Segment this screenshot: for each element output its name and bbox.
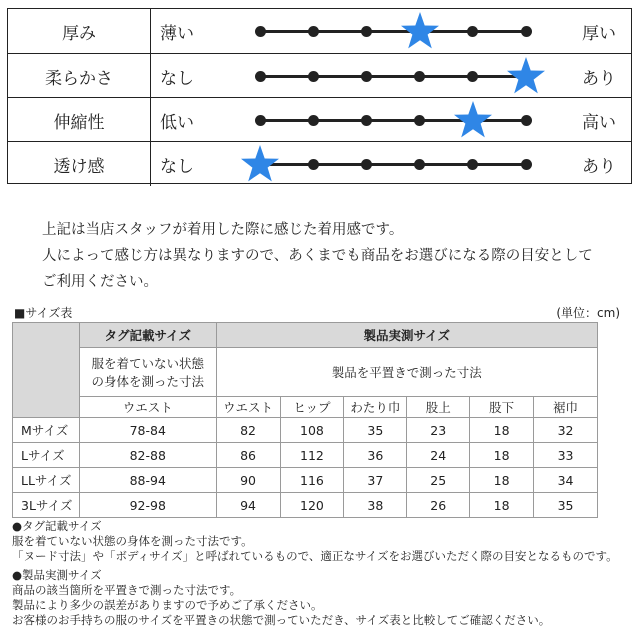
actual-size-header: 製品実測サイズ bbox=[216, 323, 597, 348]
feel-table bbox=[7, 8, 632, 184]
feel-row bbox=[8, 97, 631, 142]
table-row bbox=[13, 468, 598, 493]
scale-dot bbox=[308, 159, 319, 170]
table-cell: 88-94 bbox=[79, 468, 216, 493]
tag-desc-line-1: 服を着ていない状態 bbox=[91, 356, 204, 371]
column-header: わたり巾 bbox=[344, 397, 407, 418]
table-cell: 38 bbox=[344, 493, 407, 518]
scale-dot bbox=[361, 71, 372, 82]
feel-high-label: 厚い bbox=[582, 23, 616, 44]
size-label: 3Lサイズ bbox=[13, 493, 80, 518]
table-cell: 82 bbox=[216, 418, 280, 443]
table-cell: 116 bbox=[280, 468, 344, 493]
feel-row bbox=[8, 9, 631, 53]
star-icon bbox=[240, 144, 280, 184]
table-cell: 37 bbox=[344, 468, 407, 493]
table-cell: 25 bbox=[407, 468, 470, 493]
table-cell: 26 bbox=[407, 493, 470, 518]
feel-high-label: 高い bbox=[582, 112, 616, 133]
table-cell: 108 bbox=[280, 418, 344, 443]
size-label: Lサイズ bbox=[13, 443, 80, 468]
feel-scale bbox=[248, 9, 538, 53]
scale-dot bbox=[255, 26, 266, 37]
tag-size-header: タグ記載サイズ bbox=[79, 323, 216, 348]
table-cell: 24 bbox=[407, 443, 470, 468]
footnote-heading: ●製品実測サイズ bbox=[12, 568, 102, 582]
table-cell: 94 bbox=[216, 493, 280, 518]
table-row bbox=[13, 493, 598, 518]
feel-scale bbox=[248, 142, 538, 186]
scale-dot bbox=[255, 71, 266, 82]
footnote-line: 製品により多少の誤差がありますので予めご了承ください。 bbox=[12, 598, 323, 612]
feel-label: 柔らかさ bbox=[8, 54, 151, 98]
feel-low-label: 低い bbox=[160, 112, 194, 133]
table-cell: 32 bbox=[534, 418, 598, 443]
table-row bbox=[13, 443, 598, 468]
footnote-line: お客様のお手持ちの服のサイズを平置きの状態で測っていただき、サイズ表と比較してご確認ください。 bbox=[12, 613, 551, 627]
column-header: 股下 bbox=[470, 397, 534, 418]
table-cell: 82-88 bbox=[79, 443, 216, 468]
star-icon bbox=[400, 11, 440, 51]
scale-dot bbox=[467, 71, 478, 82]
tag-size-description bbox=[79, 348, 216, 397]
table-cell: 18 bbox=[470, 418, 534, 443]
table-cell: 92-98 bbox=[79, 493, 216, 518]
table-cell: 90 bbox=[216, 468, 280, 493]
scale-dot bbox=[361, 115, 372, 126]
scale-dot bbox=[361, 159, 372, 170]
scale-line bbox=[260, 30, 526, 33]
scale-dot bbox=[521, 115, 532, 126]
size-label: Mサイズ bbox=[13, 418, 80, 443]
feel-high-label: あり bbox=[582, 156, 616, 177]
footnote-line: 服を着ていない状態の身体を測った寸法です。 bbox=[12, 534, 253, 548]
feel-low-label: 薄い bbox=[160, 23, 194, 44]
footnote-line: 商品の該当箇所を平置きで測った寸法です。 bbox=[12, 583, 242, 597]
scale-dot bbox=[467, 26, 478, 37]
table-cell: 35 bbox=[344, 418, 407, 443]
feel-scale bbox=[248, 98, 538, 142]
scale-dot bbox=[255, 115, 266, 126]
column-header: 裾巾 bbox=[534, 397, 598, 418]
feel-high-label: あり bbox=[582, 68, 616, 89]
star-icon bbox=[506, 56, 546, 96]
table-corner bbox=[13, 323, 80, 418]
feel-row bbox=[8, 53, 631, 98]
scale-dot bbox=[414, 115, 425, 126]
feel-scale bbox=[248, 54, 538, 98]
table-cell: 33 bbox=[534, 443, 598, 468]
column-header: ヒップ bbox=[280, 397, 344, 418]
table-cell: 36 bbox=[344, 443, 407, 468]
scale-dot bbox=[467, 159, 478, 170]
footnote-line: 「ヌード寸法」や「ボディサイズ」と呼ばれているもので、適正なサイズをお選びいただく際の目安となるものです。 bbox=[12, 549, 618, 563]
table-cell: 18 bbox=[470, 493, 534, 518]
scale-dot bbox=[521, 159, 532, 170]
scale-line bbox=[260, 163, 526, 166]
scale-dot bbox=[308, 71, 319, 82]
size-table bbox=[12, 322, 598, 518]
feel-row bbox=[8, 141, 631, 186]
table-cell: 34 bbox=[534, 468, 598, 493]
table-cell: 78-84 bbox=[79, 418, 216, 443]
column-header: 股上 bbox=[407, 397, 470, 418]
table-cell: 18 bbox=[470, 443, 534, 468]
tag-desc-line-2: の身体を測った寸法 bbox=[91, 374, 204, 389]
table-cell: 35 bbox=[534, 493, 598, 518]
feel-label: 厚み bbox=[8, 9, 151, 53]
scale-dot bbox=[308, 26, 319, 37]
footnote-heading: ●タグ記載サイズ bbox=[12, 519, 102, 533]
table-row bbox=[13, 418, 598, 443]
size-section-title: ■サイズ表 bbox=[14, 306, 73, 320]
note-line-2: 人によって感じ方は異なりますので、あくまでも商品をお選びになる際の目安として bbox=[42, 248, 593, 264]
note-line-1: 上記は当店スタッフが着用した際に感じた着用感です。 bbox=[42, 222, 404, 238]
table-cell: 23 bbox=[407, 418, 470, 443]
size-label: LLサイズ bbox=[13, 468, 80, 493]
feel-low-label: なし bbox=[160, 68, 194, 89]
feel-label: 伸縮性 bbox=[8, 98, 151, 142]
column-header: ウエスト bbox=[79, 397, 216, 418]
feel-low-label: なし bbox=[160, 156, 194, 177]
scale-dot bbox=[414, 159, 425, 170]
feel-label: 透け感 bbox=[8, 142, 151, 186]
table-cell: 86 bbox=[216, 443, 280, 468]
scale-dot bbox=[308, 115, 319, 126]
scale-dot bbox=[414, 71, 425, 82]
scale-dot bbox=[361, 26, 372, 37]
actual-size-description: 製品を平置きで測った寸法 bbox=[216, 348, 597, 397]
table-cell: 120 bbox=[280, 493, 344, 518]
table-cell: 112 bbox=[280, 443, 344, 468]
unit-label: (単位：cm) bbox=[556, 306, 620, 320]
note-line-3: ご利用ください。 bbox=[42, 274, 158, 290]
column-header: ウエスト bbox=[216, 397, 280, 418]
scale-line bbox=[260, 75, 526, 78]
star-icon bbox=[453, 100, 493, 140]
scale-dot bbox=[521, 26, 532, 37]
table-cell: 18 bbox=[470, 468, 534, 493]
